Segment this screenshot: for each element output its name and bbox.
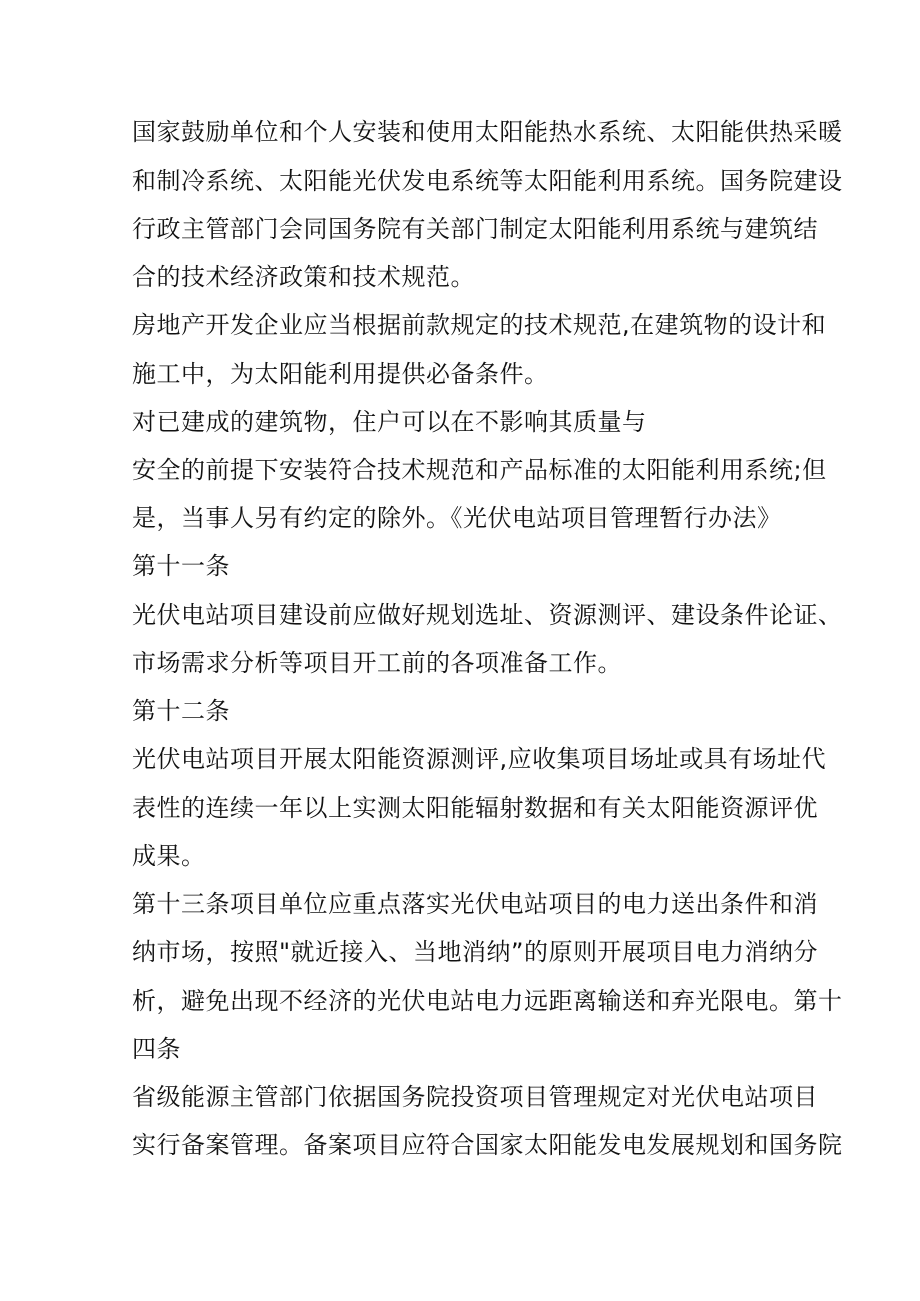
text-line: 施工中，为太阳能利用提供必备条件。 <box>132 360 549 388</box>
article-heading: 第十一条 <box>132 552 230 580</box>
text-line: 析，避免出现不经济的光伏电站电力远距离输送和弃光限电。第十 <box>132 987 843 1015</box>
text-line: 安全的前提下安装符合技术规范和产品标准的太阳能利用系统;但 <box>132 456 827 484</box>
text-line: 纳市场，按照"就近接入、当地消纳”的原则开展项目电力消纳分 <box>132 938 818 966</box>
text-line: 行政主管部门会同国务院有关部门制定太阳能利用系统与建筑结 <box>132 215 818 243</box>
text-line: 成果。 <box>132 842 206 870</box>
text-line: 实行备案管理。备案项目应符合国家太阳能发电发展规划和国务院 <box>132 1131 843 1159</box>
text-line: 房地产开发企业应当根据前款规定的技术规范,在建筑物的设计和 <box>132 311 827 339</box>
text-line: 省级能源主管部门依据国务院投资项目管理规定对光伏电站项目 <box>132 1083 818 1111</box>
text-line: 四条 <box>132 1035 181 1063</box>
text-line: 对已建成的建筑物，住户可以在不影响其质量与 <box>132 408 647 436</box>
text-line: 光伏电站项目建设前应做好规划选址、资源测评、建设条件论证、 <box>132 601 843 629</box>
text-line: 光伏电站项目开展太阳能资源测评,应收集项目场址或具有场址代 <box>132 745 827 773</box>
text-line: 是，当事人另有约定的除外。《光伏电站项目管理暂行办法》 <box>132 504 782 532</box>
text-line: 市场需求分析等项目开工前的各项准备工作。 <box>132 649 622 677</box>
text-line: 合的技术经济政策和技术规范。 <box>132 263 475 291</box>
text-line: 第十三条项目单位应重点落实光伏电站项目的电力送出条件和消 <box>132 890 818 918</box>
article-heading: 第十二条 <box>132 697 230 725</box>
text-line: 和制冷系统、太阳能光伏发电系统等太阳能利用系统。国务院建设 <box>132 167 843 195</box>
text-line: 表性的连续一年以上实测太阳能辐射数据和有关太阳能资源评优 <box>132 794 818 822</box>
text-line: 国家鼓励单位和个人安装和使用太阳能热水系统、太阳能供热采暖 <box>132 118 843 146</box>
